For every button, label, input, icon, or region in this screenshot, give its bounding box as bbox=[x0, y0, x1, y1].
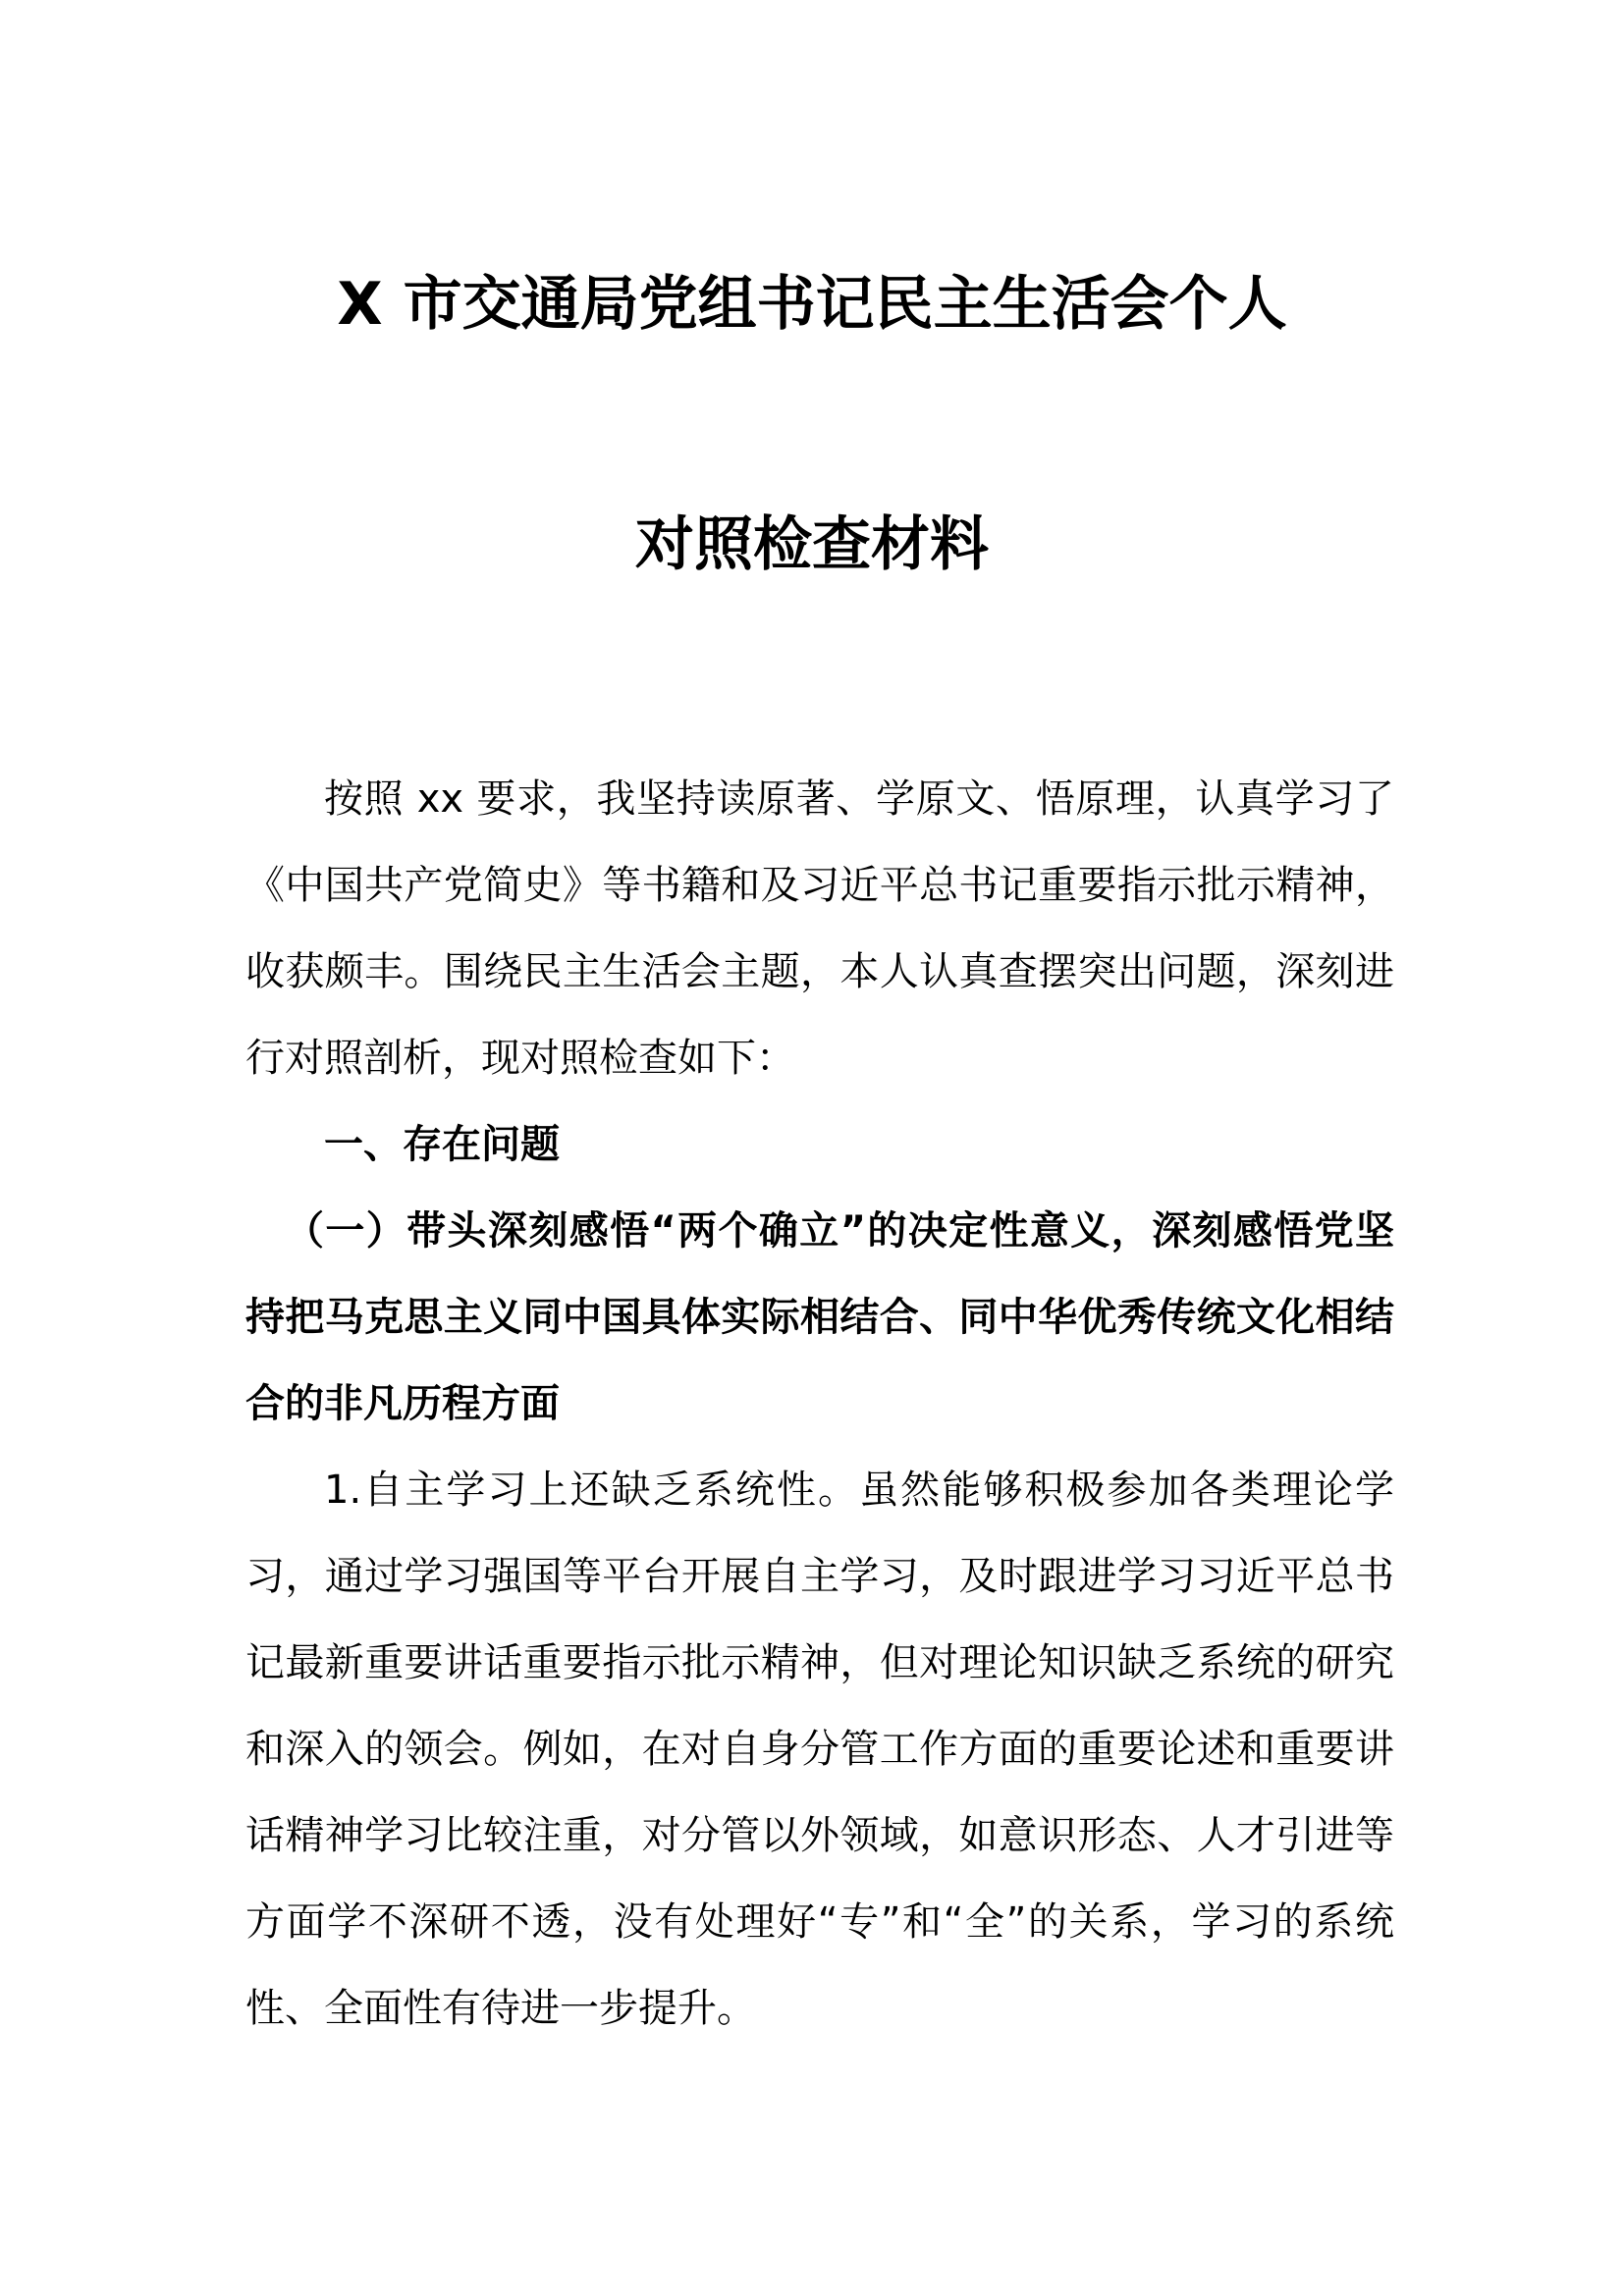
document-title-line-2: 对照检查材料 bbox=[635, 510, 989, 579]
intro-paragraph: 按照 xx 要求，我坚持读原著、学原文、悟原理，认真学习了《中国共产党简史》等书籍和及习近平总书记重要指示批示精神，收获颇丰。围绕民主生活会主题，本人认真查摆突出问题，深刻进行对照剖析，现对照检查如下： bbox=[245, 776, 1394, 1081]
document-body bbox=[245, 756, 1394, 2052]
document-title-line-1: X 市交通局党组书记民主生活会个人 bbox=[337, 270, 1287, 339]
item-paragraph-1: 1.自主学习上还缺乏系统性。虽然能够积极参加各类理论学习，通过学习强国等平台开展自主学习，及时跟进学习习近平总书记最新重要讲话重要指示批示精神，但对理论知识缺乏系统的研究和深入的领会。例如，在对自身分管工作方面的重要论述和重要讲话精神学习比较注重，对分管以外领域，如意识形态、人才引进等方面学不深研不透，没有处理好“专”和“全”的关系，学习的系统性、全面性有待进一步提升。 bbox=[245, 1468, 1394, 2031]
subsection-heading-1: （一）带头深刻感悟“两个确立”的决定性意义，深刻感悟党坚持把马克思主义同中国具体实际相结合、同中华优秀传统文化相结合的非凡历程方面 bbox=[245, 1208, 1394, 1426]
section-heading-existing-problems: 一、存在问题 bbox=[324, 1122, 560, 1167]
